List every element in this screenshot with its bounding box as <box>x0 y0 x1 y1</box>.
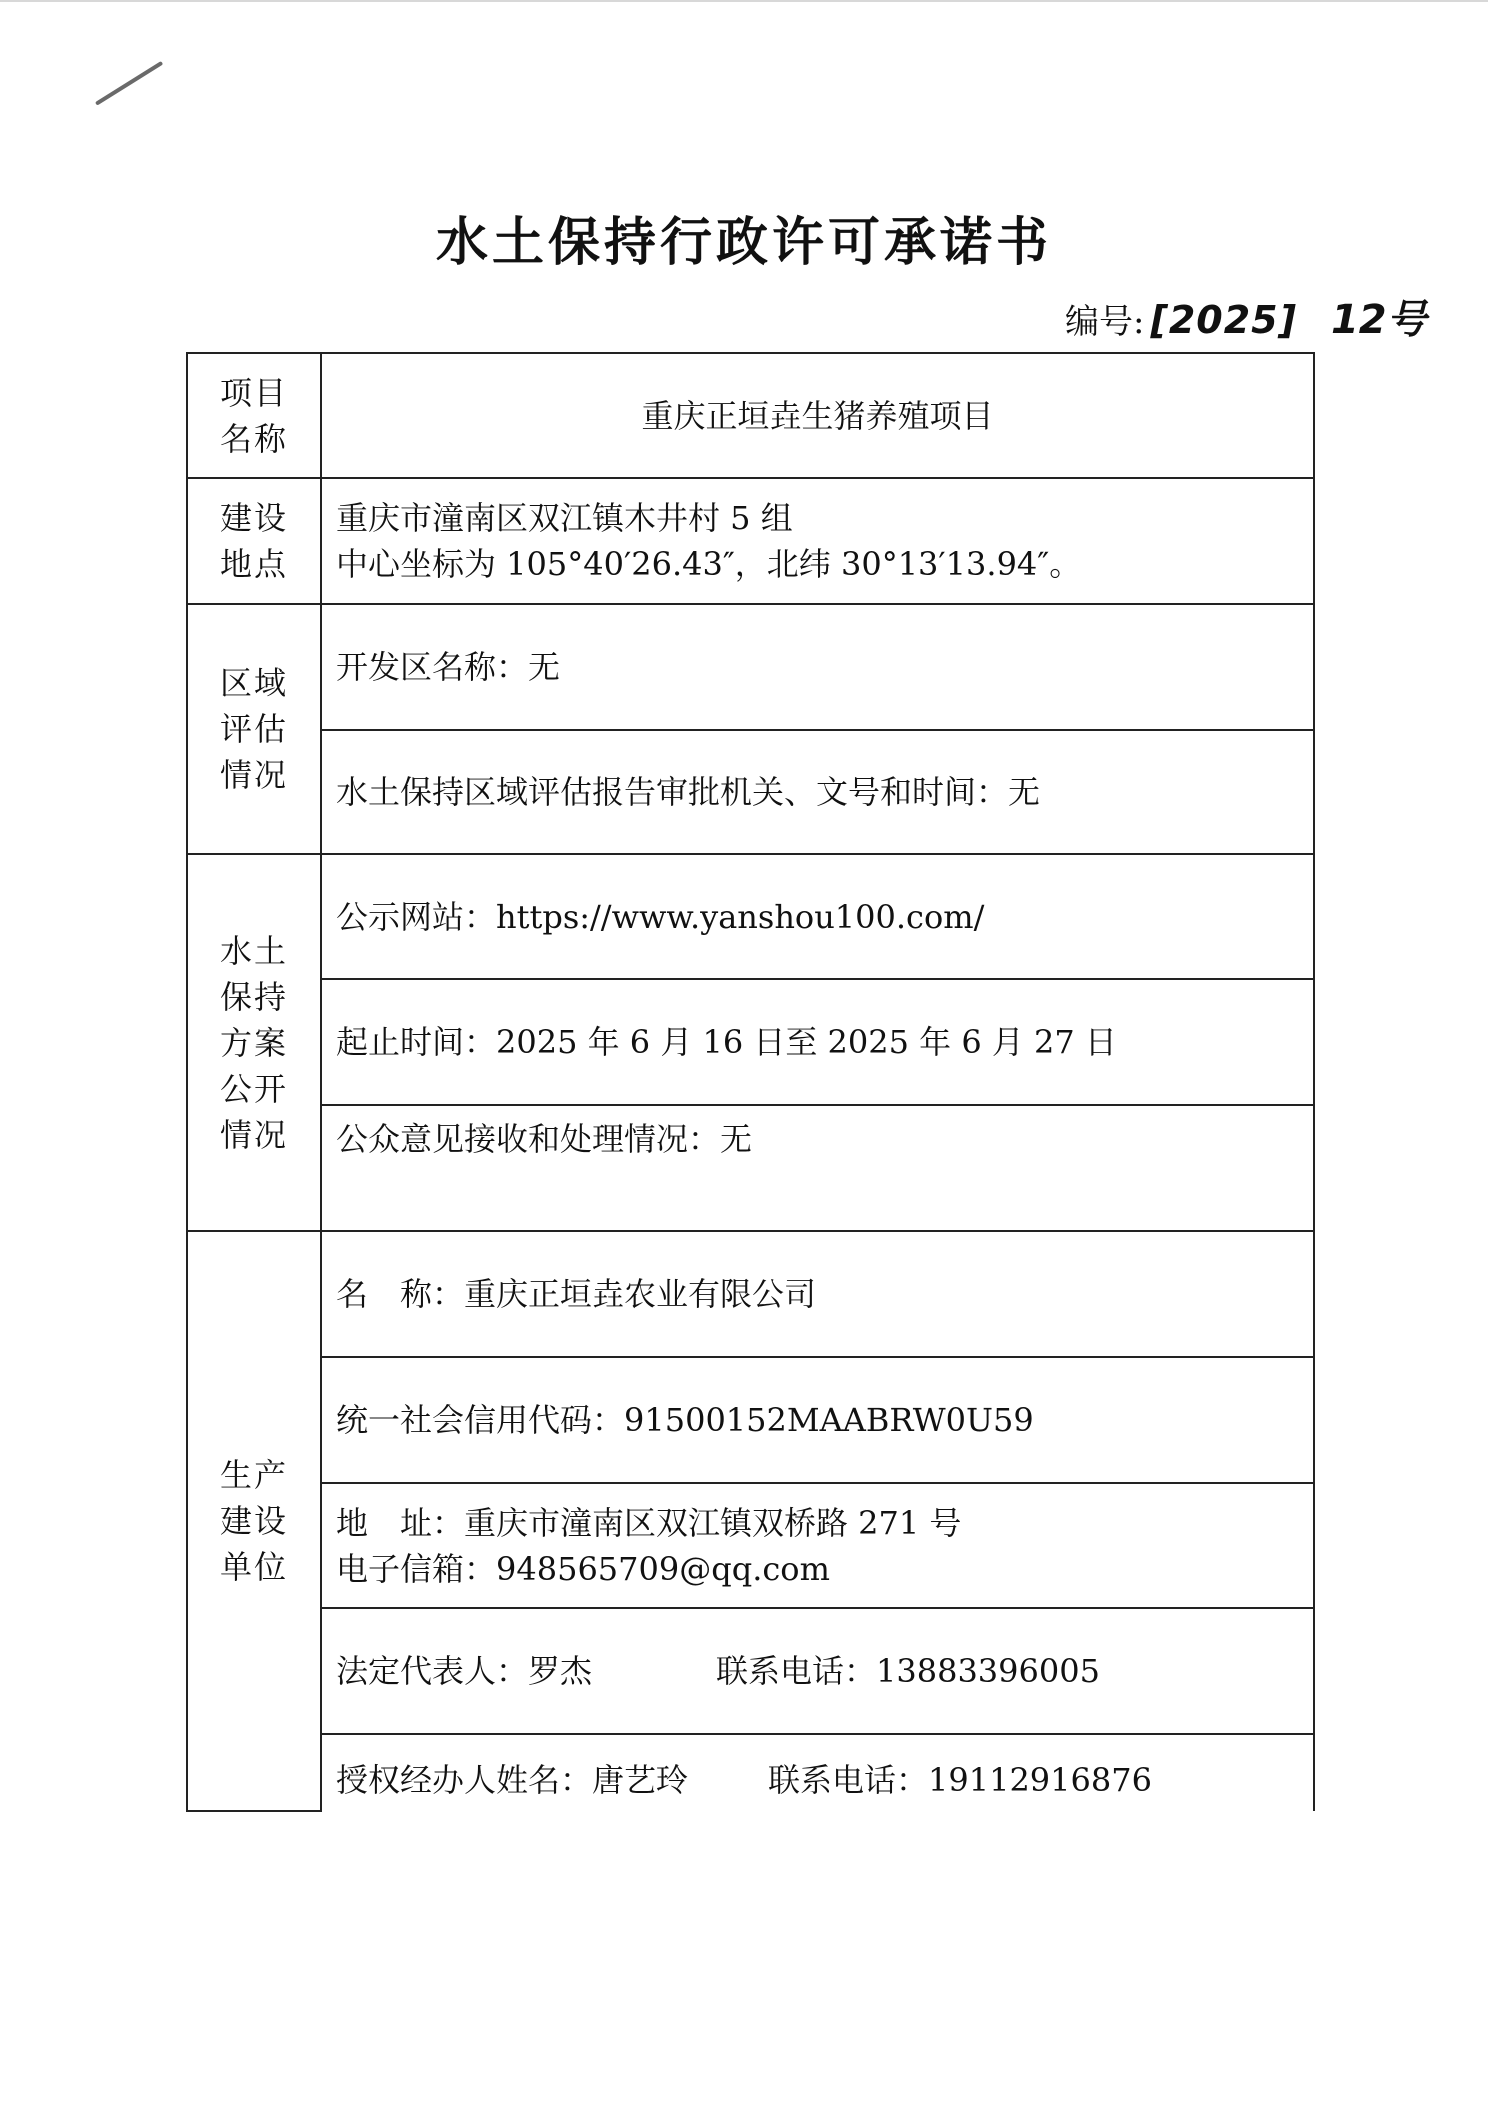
serial-number <box>1065 288 1427 345</box>
value-address-email <box>321 1483 1314 1608</box>
row-project-name <box>187 353 1314 478</box>
value-legal-rep <box>321 1608 1314 1734</box>
row-zone-name <box>187 604 1314 730</box>
row-public-feedback <box>187 1105 1314 1231</box>
value-website: 公示网站：https://www.yanshou100.com/ <box>321 854 1314 979</box>
location-line-2: 中心坐标为 105°40′26.43″，北纬 30°13′13.94″。 <box>336 545 1082 583</box>
pen-stroke-mark <box>95 61 163 106</box>
row-legal-rep <box>187 1608 1314 1734</box>
row-assessment-approval <box>187 730 1314 854</box>
label-project-name: 项目名称 <box>187 353 321 478</box>
row-disclosure-period <box>187 979 1314 1105</box>
row-company-name <box>187 1231 1314 1357</box>
label-location: 建设地点 <box>187 478 321 604</box>
value-zone-name: 开发区名称：无 <box>321 604 1314 730</box>
value-project-name: 重庆正垣垚生猪养殖项目 <box>321 353 1314 478</box>
location-line-1: 重庆市潼南区双江镇木井村 5 组 <box>336 499 793 537</box>
serial-handwritten-number: 12号 <box>1330 297 1427 343</box>
value-address: 地 址：重庆市潼南区双江镇双桥路 271 号 <box>336 1503 962 1542</box>
legal-rep-name: 法定代表人：罗杰 <box>336 1652 593 1690</box>
row-location <box>187 478 1314 604</box>
value-agent <box>321 1734 1314 1811</box>
scan-top-edge <box>0 0 1488 2</box>
label-builder: 生产建设单位 <box>187 1231 321 1811</box>
commitment-form-table <box>186 352 1315 1812</box>
value-assessment-approval: 水土保持区域评估报告审批机关、文号和时间：无 <box>321 730 1314 854</box>
serial-handwritten-year: [2025] <box>1150 298 1297 342</box>
agent-phone: 联系电话：19112916876 <box>768 1761 1152 1799</box>
serial-label: 编号: <box>1065 302 1145 342</box>
label-plan-disclosure: 水土保持方案公开情况 <box>187 854 321 1231</box>
value-public-feedback: 公众意见接收和处理情况：无 <box>321 1105 1314 1231</box>
value-credit-code: 统一社会信用代码：91500152MAABRW0U59 <box>321 1357 1314 1483</box>
legal-rep-phone: 联系电话：13883396005 <box>716 1652 1100 1690</box>
value-company-name: 名 称：重庆正垣垚农业有限公司 <box>321 1231 1314 1357</box>
value-location <box>321 478 1314 604</box>
label-regional-assessment: 区域评估情况 <box>187 604 321 854</box>
row-agent <box>187 1734 1314 1811</box>
row-website <box>187 854 1314 979</box>
document-title: 水土保持行政许可承诺书 <box>435 212 1052 273</box>
value-disclosure-period: 起止时间：2025 年 6 月 16 日至 2025 年 6 月 27 日 <box>321 979 1314 1105</box>
agent-name: 授权经办人姓名：唐艺玲 <box>336 1761 689 1799</box>
row-credit-code <box>187 1357 1314 1483</box>
row-address-email <box>187 1483 1314 1608</box>
value-email: 电子信箱：948565709@qq.com <box>336 1549 830 1588</box>
